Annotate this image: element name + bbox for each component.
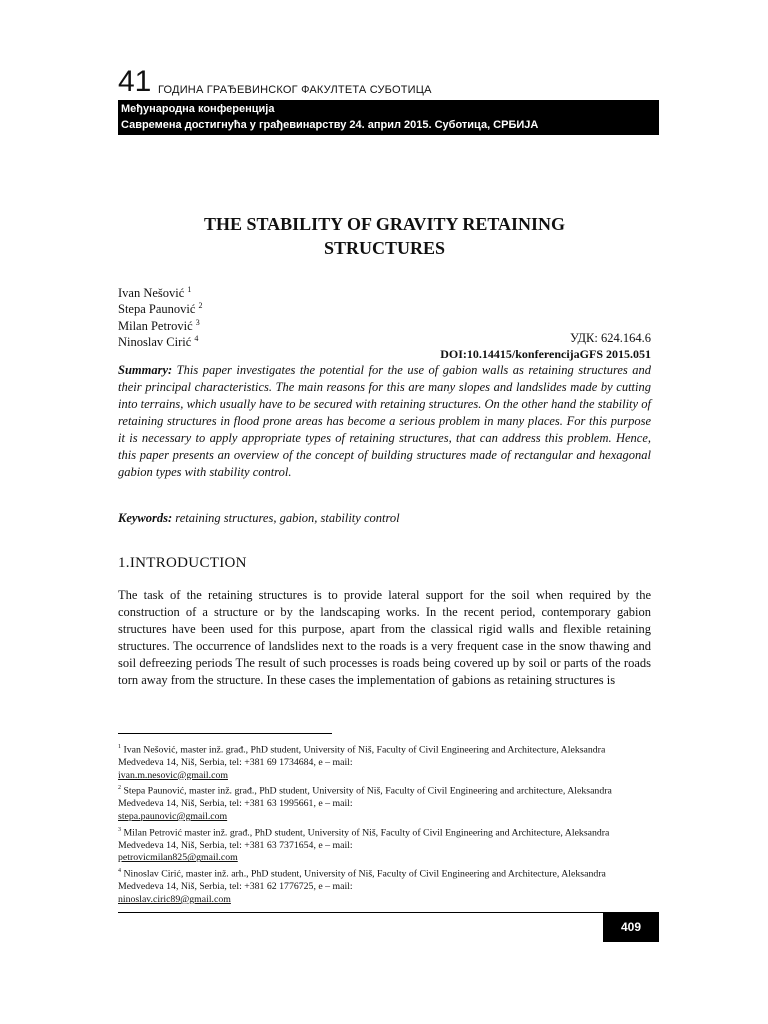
footnote-marker: 4 bbox=[118, 868, 121, 875]
paper-title-line-1: THE STABILITY OF GRAVITY RETAINING bbox=[203, 214, 566, 234]
summary-text: This paper investigates the potential for the use of gabion walls as retaining structures and their principal characteristics. The main reasons for this are many slopes and landslides made by cutting into terrains, which usually have to be secured with retaining structures. On the other hand the stability of retaining structures in flood prone areas has become a serious problem in many places. For this purpose it is necessary to apply appropriate types of retaining structures, that can address this problem. Hence, this paper presents an overview of the concept of building structures made of rectangular and hexagonal gabion types with stability control. bbox=[118, 363, 651, 479]
footnote-1 bbox=[118, 741, 651, 782]
author-name: Ivan Nešović bbox=[118, 286, 185, 301]
paper-title-line-2: STRUCTURES bbox=[323, 238, 446, 258]
author-footnote-marker: 1 bbox=[187, 285, 192, 294]
paper-title bbox=[118, 212, 651, 260]
footnote-email-link[interactable]: ninoslav.ciric89@gmail.com bbox=[118, 893, 231, 905]
author-name: Milan Petrović bbox=[118, 319, 193, 334]
footnote-text: Ninoslav Cirić, master inž. arh., PhD student, University of Niš, Faculty of Civil Engineering and Architecture, Aleksandra Medvedeva 14, Niš, Serbia, tel: +381 62 1776725, e – mail: bbox=[118, 868, 606, 893]
footnote-text: Stepa Paunović, master inž. građ., PhD student, University of Niš, Faculty of Civil Engineering and architecture, Aleksandra Medvedeva 14, Niš, Serbia, tel: +381 63 1995661, e – mail: bbox=[118, 785, 612, 810]
page-number: 409 bbox=[603, 913, 659, 942]
author-name: Stepa Paunović bbox=[118, 302, 196, 317]
intro-paragraph: The task of the retaining structures is to provide lateral support for the soil when required by the construction of a structure or by the landscaping works. In the recent period, contemporary gabion structures have been used for this purpose, apart from the classical rigid walls and flexible retaining structures. The occurrence of landslides next to the roads is a very frequent case in the snow thawing and soil defreezing periods The result of such processes is roads being covered up by soil or parts of the roads torn away from the structure. In these cases the implementation of gabions as retaining structures is bbox=[118, 588, 651, 687]
header-title: ГОДИНА ГРАЂЕВИНСКОГ ФАКУЛТЕТА СУБОТИЦА bbox=[158, 84, 432, 96]
summary-paragraph bbox=[118, 362, 651, 481]
summary-label: Summary: bbox=[118, 363, 173, 377]
author-footnote-marker: 4 bbox=[194, 334, 199, 343]
footnote-3 bbox=[118, 824, 651, 865]
author-name: Ninoslav Cirić bbox=[118, 335, 192, 350]
footnote-marker: 1 bbox=[118, 744, 121, 750]
footnote-marker: 3 bbox=[118, 826, 121, 833]
footnote-email-link[interactable]: petrovicmilan825@gmail.com bbox=[118, 852, 238, 864]
keywords-label: Keywords: bbox=[118, 511, 173, 525]
footnote-text: Milan Petrović master inž. građ., PhD student, University of Niš, Faculty of Civil Engineering and Architecture, Aleksandra Medvedeva 14, Niš, Serbia, tel: +381 63 7371654, e – mail: bbox=[118, 827, 610, 851]
keywords-text: retaining structures, gabion, stability control bbox=[175, 511, 400, 525]
udk-code: УДК: 624.164.6 bbox=[569, 331, 651, 345]
keywords-paragraph bbox=[118, 510, 651, 527]
author-footnote-marker: 3 bbox=[195, 318, 200, 327]
author-4 bbox=[118, 331, 198, 350]
banner-line-2: Савремена достигнућа у грађевинарству 24. април 2015. Суботица, СРБИЈА bbox=[121, 119, 539, 131]
footnote-email-link[interactable]: ivan.m.nesovic@gmail.com bbox=[118, 769, 228, 781]
conference-banner bbox=[118, 100, 659, 135]
header-year-number: 41 bbox=[118, 65, 152, 98]
footnotes bbox=[118, 741, 651, 907]
page-bottom-rule bbox=[118, 912, 659, 913]
footnote-marker: 2 bbox=[118, 785, 121, 792]
footnote-email-link[interactable]: stepa.paunovic@gmail.com bbox=[118, 811, 228, 823]
footnote-2 bbox=[118, 782, 651, 823]
banner-line-1: Међународна конференција bbox=[121, 103, 275, 115]
doi: DOI:10.14415/konferencijaGFS 2015.051 bbox=[440, 347, 651, 361]
footnote-divider bbox=[118, 733, 332, 734]
footnote-text: Ivan Nešović, master inž. građ., PhD student, University of Niš, Faculty of Civil Engineering and Architecture, Aleksandra Medvedeva 14, Niš, Serbia, tel: +381 69 1734684, e – mail: bbox=[118, 744, 606, 768]
author-footnote-marker: 2 bbox=[198, 301, 203, 310]
section-heading: 1.INTRODUCTION bbox=[118, 555, 247, 571]
footnote-4 bbox=[118, 865, 651, 906]
